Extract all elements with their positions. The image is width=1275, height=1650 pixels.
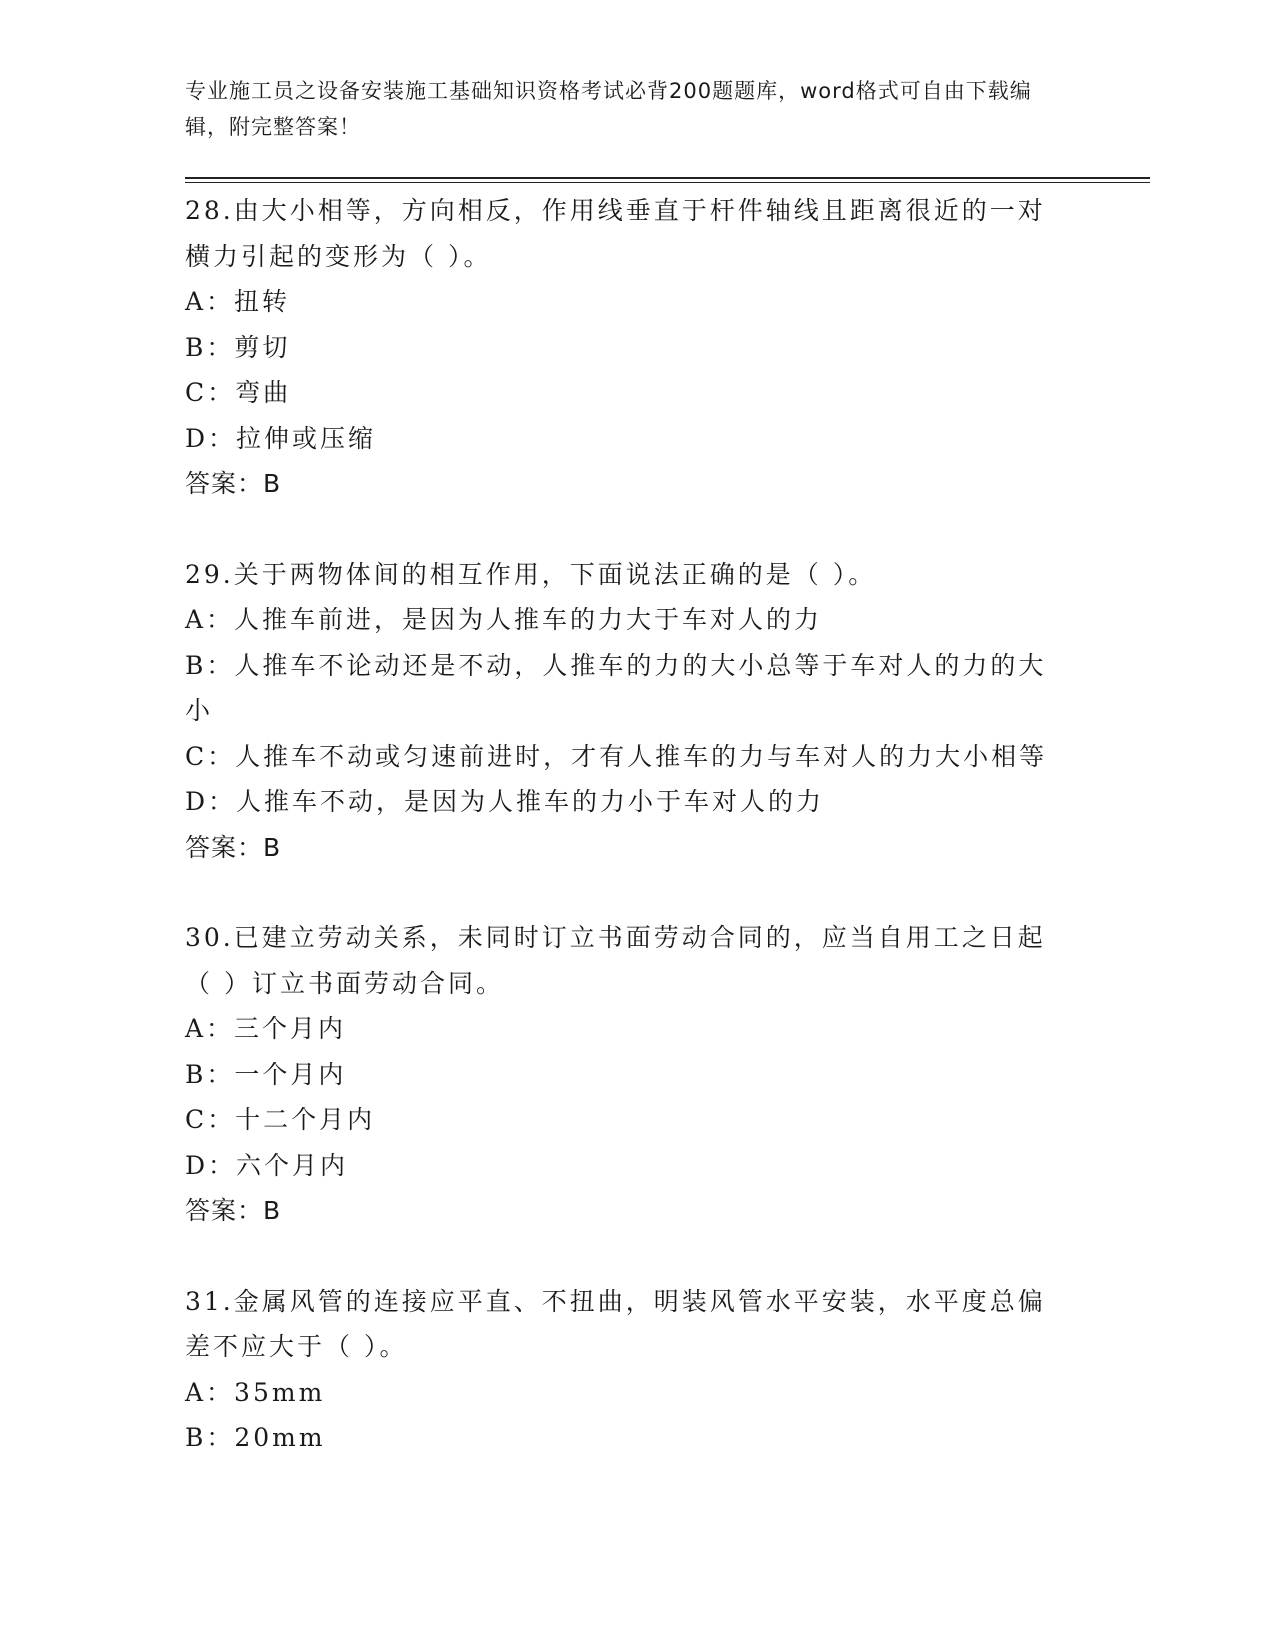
question-29 <box>185 552 1065 871</box>
option-c: C：十二个月内 <box>185 1105 376 1134</box>
question-stem: 30.已建立劳动关系，未同时订立书面劳动合同的，应当自用工之日起（ ）订立书面劳动合同。 <box>185 923 1046 998</box>
option-b: B：剪切 <box>185 332 291 362</box>
question-spacer <box>185 870 1065 915</box>
option-b: B：20mm <box>185 1423 326 1452</box>
answer-line: 答案：B <box>185 832 282 862</box>
answer-line: 答案：B <box>185 469 282 498</box>
option-c: C：人推车不动或匀速前进时，才有人推车的力与车对人的力大小相等 <box>185 741 1048 771</box>
question-31 <box>185 1279 1065 1461</box>
option-a: A：人推车前进，是因为人推车的力大于车对人的力 <box>185 605 823 634</box>
question-stem: 28.由大小相等，方向相反，作用线垂直于杆件轴线且距离很近的一对横力引起的变形为（ ）。 <box>185 196 1046 271</box>
question-28 <box>185 188 1065 507</box>
question-spacer <box>185 1234 1065 1279</box>
option-a: A：三个月内 <box>185 1014 347 1043</box>
question-30 <box>185 915 1065 1234</box>
option-d: D：六个月内 <box>185 1150 349 1180</box>
option-d: D：人推车不动，是因为人推车的力小于车对人的力 <box>185 787 825 816</box>
question-spacer <box>185 507 1065 552</box>
option-a: A：扭转 <box>185 287 291 316</box>
option-c: C：弯曲 <box>185 378 292 407</box>
header-divider-thin <box>185 182 1150 183</box>
answer-line: 答案：B <box>185 1196 282 1225</box>
question-list <box>185 188 1065 1461</box>
header-divider-thick <box>185 177 1150 179</box>
option-a: A：35mm <box>185 1377 326 1407</box>
question-stem: 31.金属风管的连接应平直、不扭曲，明装风管水平安装，水平度总偏差不应大于（ ）。 <box>185 1286 1046 1361</box>
question-stem: 29.关于两物体间的相互作用，下面说法正确的是（ ）。 <box>185 559 877 589</box>
option-b: B：一个月内 <box>185 1059 347 1089</box>
document-header: 专业施工员之设备安装施工基础知识资格考试必背200题题库，word格式可自由下载编辑，附完整答案！ <box>185 79 1032 139</box>
option-b: B：人推车不论动还是不动，人推车的力的大小总等于车对人的力的大小 <box>185 650 1047 725</box>
option-d: D：拉伸或压缩 <box>185 423 377 453</box>
